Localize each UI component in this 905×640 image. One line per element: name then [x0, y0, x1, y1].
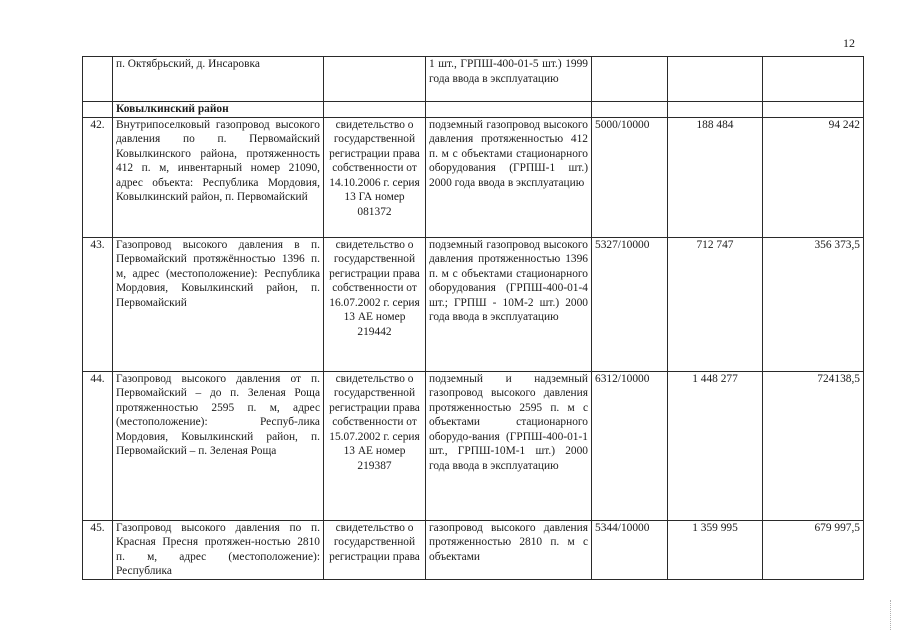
- table-row: [83, 117, 864, 237]
- page-number: 12: [843, 36, 855, 50]
- scan-edge-marks: [890, 600, 893, 630]
- document-cell: свидетельство о государственной регистрации права собственности от 14.10.2006 г. серия 13 ГА номер 081372: [324, 117, 426, 237]
- document-cell: свидетельство о государственной регистрации права: [324, 520, 426, 579]
- document-cell: [324, 57, 426, 102]
- value-cell: 188 484: [668, 117, 763, 237]
- value-cell: 724138,5: [763, 371, 864, 520]
- share-cell: [592, 102, 668, 118]
- row-number-cell: 42.: [83, 117, 113, 237]
- object-name-cell: Внутрипоселковый газопровод высокого давления по п. Первомайский Ковылкинского района, протяженность 412 п. м, инвентарный номер 21090, адрес объекта: Республика Мордовия, Ковылкинский район, п. Первомайский: [113, 117, 324, 237]
- table-row: [83, 371, 864, 520]
- value-cell: [763, 102, 864, 118]
- document-cell: свидетельство о государственной регистрации права собственности от 15.07.2002 г. серия 13 АЕ номер 219387: [324, 371, 426, 520]
- property-registry-table: [82, 56, 864, 580]
- table-row: [83, 237, 864, 371]
- share-cell: 5000/10000: [592, 117, 668, 237]
- value-cell: [668, 57, 763, 102]
- object-name-cell: Газопровод высокого давления по п. Красная Пресня протяжен-ностью 2810 п. м, адрес (местоположение): Республика: [113, 520, 324, 579]
- row-number-cell: 43.: [83, 237, 113, 371]
- value-cell: 712 747: [668, 237, 763, 371]
- characteristics-cell: 1 шт., ГРПШ-400-01-5 шт.) 1999 года ввода в эксплуатацию: [426, 57, 592, 102]
- district-header: Ковылкинский район: [113, 102, 324, 118]
- share-cell: [592, 57, 668, 102]
- characteristics-cell: подземный газопровод высокого давления протяженностью 412 п. м с объектами стационарного оборудования (ГРПШ-1 шт.) 2000 года ввода в эксплуатацию: [426, 117, 592, 237]
- share-cell: 5327/10000: [592, 237, 668, 371]
- row-number-cell: 45.: [83, 520, 113, 579]
- object-name-cell: п. Октябрьский, д. Инсаровка: [113, 57, 324, 102]
- row-number-cell: [83, 102, 113, 118]
- value-cell: 679 997,5: [763, 520, 864, 579]
- value-cell: 356 373,5: [763, 237, 864, 371]
- table-row: [83, 57, 864, 102]
- characteristics-cell: [426, 102, 592, 118]
- value-cell: 1 359 995: [668, 520, 763, 579]
- value-cell: 94 242: [763, 117, 864, 237]
- row-number-cell: [83, 57, 113, 102]
- characteristics-cell: подземный и надземный газопровод высокого давления протяженностью 2595 п. м с объектами стационарного оборудо-вания (ГРПШ-400-01-1 шт., ГРПШ-10М-1 шт.) 2000 года ввода в эксплуатацию: [426, 371, 592, 520]
- district-row: [83, 102, 864, 118]
- object-name-cell: Газопровод высокого давления в п. Первомайский протяжённостью 1396 п. м, адрес (местоположение): Республика Мордовия, Ковылкинский район, п. Первомайский: [113, 237, 324, 371]
- document-cell: [324, 102, 426, 118]
- value-cell: [763, 57, 864, 102]
- share-cell: 5344/10000: [592, 520, 668, 579]
- table-row: [83, 520, 864, 579]
- object-name-cell: Газопровод высокого давления от п. Первомайский – до п. Зеленая Роща протяженностью 2595 п. м, адрес (местоположение): Респуб-лика Мордовия, Ковылкинский район, п. Первомайский – п. Зеленая Роща: [113, 371, 324, 520]
- document-cell: свидетельство о государственной регистрации права собственности от 16.07.2002 г. серия 13 АЕ номер 219442: [324, 237, 426, 371]
- row-number-cell: 44.: [83, 371, 113, 520]
- characteristics-cell: подземный газопровод высокого давления протяженностью 1396 п. м с объектами стационарного оборудования (ГРПШ-400-01-4 шт.; ГРПШ - 10М-2 шт.) 2000 года ввода в эксплуатацию: [426, 237, 592, 371]
- characteristics-cell: газопровод высокого давления протяженностью 2810 п. м с объектами: [426, 520, 592, 579]
- share-cell: 6312/10000: [592, 371, 668, 520]
- value-cell: [668, 102, 763, 118]
- value-cell: 1 448 277: [668, 371, 763, 520]
